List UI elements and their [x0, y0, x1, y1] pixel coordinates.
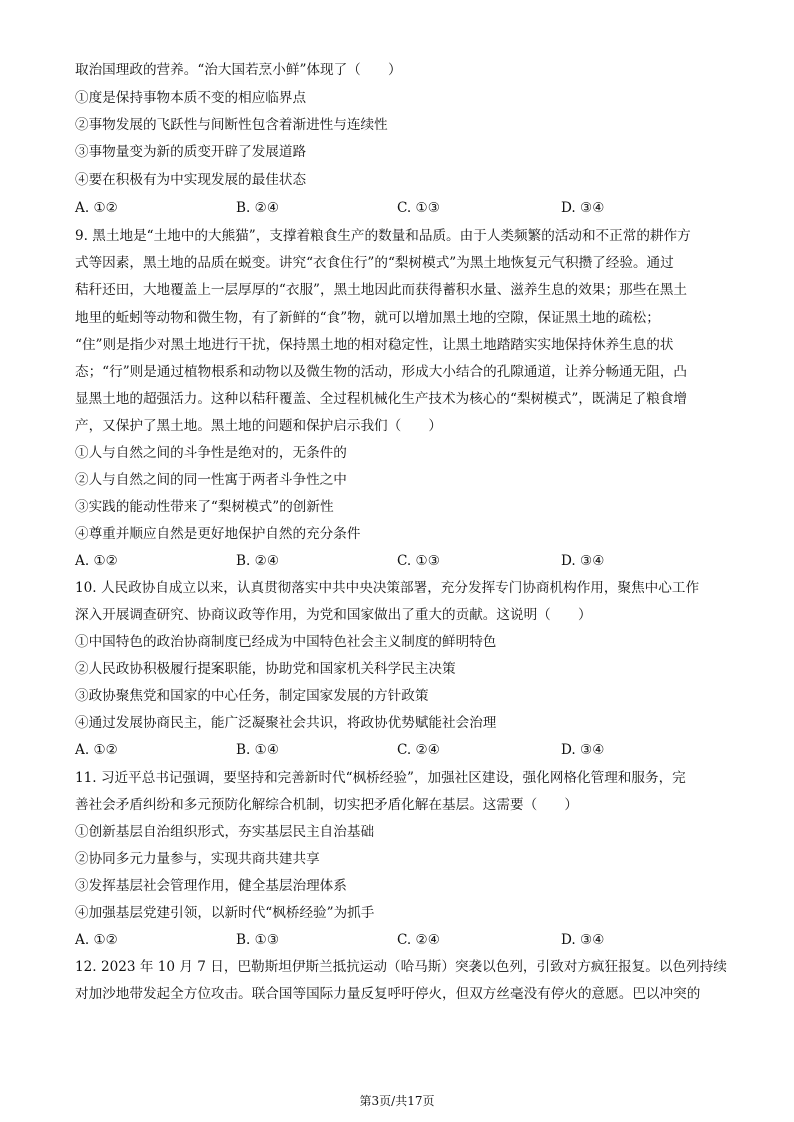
q9-statement-1: ①人与自然之间的斗争性是绝对的，无条件的	[75, 445, 347, 461]
q9-statement-4: ④尊重并顺应自然是更好地保护自然的充分条件	[75, 526, 361, 542]
question-9-stem-line-7: 显黑土地的超强活力。这种以秸秆覆盖、全过程机械化生产技术为核心的“梨树模式”，既满足了粮食增	[75, 391, 688, 407]
question-9-stem-line-6: 态；“行”则是通过植物根系和动物以及微生物的活动，形成大小结合的孔隙通道，让养分畅通无阻，凸	[75, 364, 688, 380]
q8-options	[75, 198, 735, 218]
question-11-stem-line-1: 11. 习近平总书记强调，要坚持和完善新时代“枫桥经验”，加强社区建设，强化网格化管理和服务，完	[75, 770, 686, 786]
question-8-stem-tail: 取治国理政的营养。“治大国若烹小鲜”体现了（ ）	[75, 62, 402, 78]
question-9-stem-line-3: 秸秆还田，大地覆盖上一层厚厚的“衣服”，黑土地因此而获得蓄积水量、滋养生息的效果；那些在黑土	[75, 282, 688, 298]
q11-option-d[interactable]: D. ③④	[561, 932, 605, 948]
q9-statement-3: ③实践的能动性带来了“梨树模式”的创新性	[75, 499, 334, 515]
q9-options	[75, 551, 735, 571]
q11-statement-2: ②协同多元力量参与，实现共商共建共享	[75, 851, 320, 867]
q10-option-b[interactable]: B. ①④	[236, 742, 280, 758]
q10-statement-1: ①中国特色的政治协商制度已经成为中国特色社会主义制度的鲜明特色	[75, 634, 497, 650]
q8-option-c[interactable]: C. ①③	[397, 200, 440, 216]
q9-option-d[interactable]: D. ③④	[561, 553, 605, 569]
q8-statement-2: ②事物发展的飞跃性与间断性包含着渐进性与连续性	[75, 117, 388, 133]
question-9-stem-line-8: 产，又保护了黑土地。黑土地的问题和保护启示我们（ ）	[75, 418, 443, 434]
q8-option-a[interactable]: A. ①②	[75, 200, 118, 216]
question-10-stem-line-2: 深入开展调查研究、协商议政等作用，为党和国家做出了重大的贡献。这说明（ ）	[75, 607, 592, 623]
q11-option-b[interactable]: B. ①③	[236, 932, 280, 948]
q9-option-c[interactable]: C. ①③	[397, 553, 440, 569]
q9-option-a[interactable]: A. ①②	[75, 553, 118, 569]
q10-statement-3: ③政协聚焦党和国家的中心任务，制定国家发展的方针政策	[75, 688, 429, 704]
q10-option-c[interactable]: C. ②④	[397, 742, 440, 758]
q10-option-a[interactable]: A. ①②	[75, 742, 118, 758]
question-10-stem-line-1: 10. 人民政协自成立以来，认真贯彻落实中共中央决策部署，充分发挥专门协商机构作用，聚焦中心工作	[75, 580, 700, 596]
question-11-stem-line-2: 善社会矛盾纠纷和多元预防化解综合机制，切实把矛盾化解在基层。这需要（ ）	[75, 797, 578, 813]
q11-statement-4: ④加强基层党建引领，以新时代“枫桥经验”为抓手	[75, 905, 375, 921]
q10-option-d[interactable]: D. ③④	[561, 742, 605, 758]
q8-option-b[interactable]: B. ②④	[236, 200, 280, 216]
q10-statement-4: ④通过发展协商民主，能广泛凝聚社会共识，将政协优势赋能社会治理	[75, 715, 497, 731]
q11-statement-1: ①创新基层自治组织形式，夯实基层民主自治基础	[75, 824, 375, 840]
q8-statement-4: ④要在积极有为中实现发展的最佳状态	[75, 172, 307, 188]
page-number: 第3页/共17页	[359, 1094, 435, 1108]
q10-options	[75, 740, 735, 760]
q11-option-c[interactable]: C. ②④	[397, 932, 440, 948]
q10-statement-2: ②人民政协积极履行提案职能，协助党和国家机关科学民主决策	[75, 661, 456, 677]
question-9-stem-line-2: 式等因素，黑土地的品质在蜕变。讲究“衣食住行”的“梨树模式”为黑土地恢复元气积攒了经验。通过	[75, 255, 674, 271]
question-12-stem-line-1: 12. 2023 年 10 月 7 日，巴勒斯坦伊斯兰抵抗运动（哈马斯）突袭以色列，引致对方疯狂报复。以色列持续	[75, 959, 727, 975]
question-9-stem-line-1: 9. 黑土地是“土地中的大熊猫”，支撑着粮食生产的数量和品质。由于人类频繁的活动和不正常的耕作方	[75, 228, 691, 244]
question-12-stem-line-2: 对加沙地带发起全方位攻击。联合国等国际力量反复呼吁停火，但双方丝毫没有停火的意愿。巴以冲突的	[75, 986, 701, 1002]
question-9-stem-line-4: 地里的蚯蚓等动物和微生物，有了新鲜的“食”物，就可以增加黑土地的空隙，保证黑土地的疏松；	[75, 310, 660, 326]
q8-statement-3: ③事物量变为新的质变开辟了发展道路	[75, 144, 307, 160]
q8-option-d[interactable]: D. ③④	[561, 200, 605, 216]
q9-statement-2: ②人与自然之间的同一性寓于两者斗争性之中	[75, 472, 347, 488]
q9-option-b[interactable]: B. ②④	[236, 553, 280, 569]
q11-option-a[interactable]: A. ①②	[75, 932, 118, 948]
question-9-stem-line-5: “住”则是指少对黑土地进行干扰，保持黑土地的相对稳定性，让黑土地踏踏实实地保持休养生息的状	[75, 337, 674, 353]
q11-options	[75, 930, 735, 950]
q8-statement-1: ①度是保持事物本质不变的相应临界点	[75, 90, 307, 106]
q11-statement-3: ③发挥基层社会管理作用，健全基层治理体系	[75, 878, 347, 894]
